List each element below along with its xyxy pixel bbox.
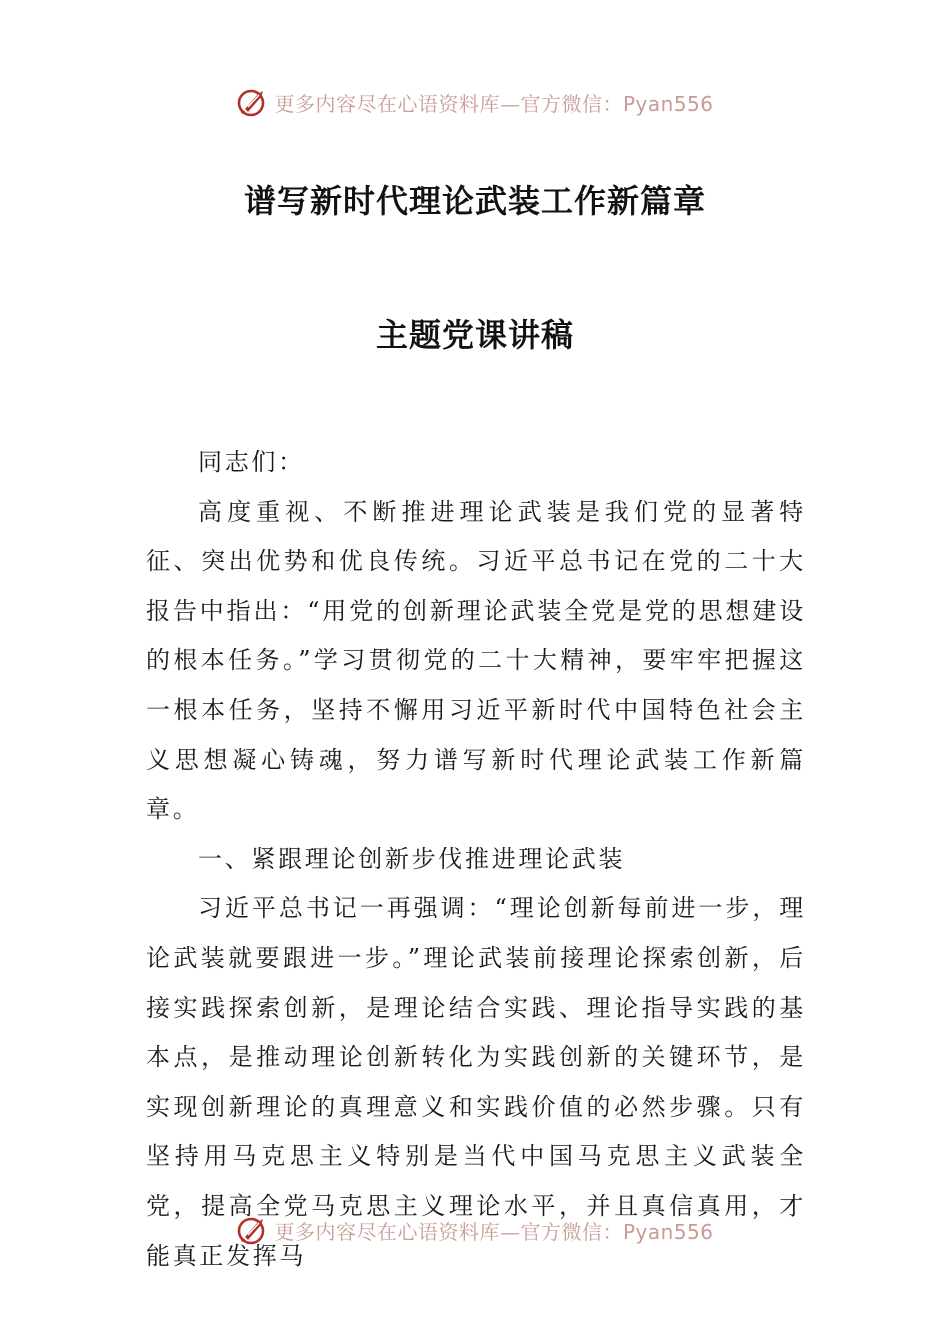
- salutation: 同志们：: [198, 448, 305, 476]
- document-body: [146, 438, 806, 1281]
- document-title: 谱写新时代理论武装工作新篇章: [243, 182, 706, 220]
- document-subtitle: 主题党课讲稿: [375, 316, 574, 354]
- pen-nib-logo-icon: [236, 85, 270, 119]
- paragraph-intro: 高度重视、不断推进理论武装是我们党的显著特征、突出优势和优良传统。习近平总书记在党的二十大报告中指出：“用党的创新理论武装全党是党的思想建设的根本任务。”学习贯彻党的二十大精神，要牢牢把握这一根本任务，坚持不懈用习近平新时代中国特色社会主义思想凝心铸魂，努力谱写新时代理论武装工作新篇章。: [146, 497, 806, 824]
- section-heading: 一、紧跟理论创新步伐推进理论武装: [198, 844, 626, 873]
- watermark-text: 更多内容尽在心语资料库—官方微信：Pyan556: [274, 1219, 714, 1244]
- watermark-text: 更多内容尽在心语资料库—官方微信：Pyan556: [274, 91, 714, 116]
- wechat-id: Pyan556: [622, 91, 714, 116]
- watermark-banner-top: [0, 82, 950, 122]
- paragraph-section-one: 习近平总书记一再强调：“理论创新每前进一步，理论武装就要跟进一步。”理论武装前接理论探索创新，后接实践探索创新，是理论结合实践、理论指导实践的基本点，是推动理论创新转化为实践创新的关键环节，是实现创新理论的真理意义和实践价值的必然步骤。只有坚持用马克思主义特别是当代中国马克思主义武装全党，提高全党马克思主义理论水平，并且真信真用，才能真正发挥马: [146, 894, 806, 1270]
- wechat-id: Pyan556: [622, 1219, 714, 1244]
- watermark-banner-bottom: [0, 1210, 950, 1250]
- pen-nib-logo-icon: [236, 1213, 270, 1247]
